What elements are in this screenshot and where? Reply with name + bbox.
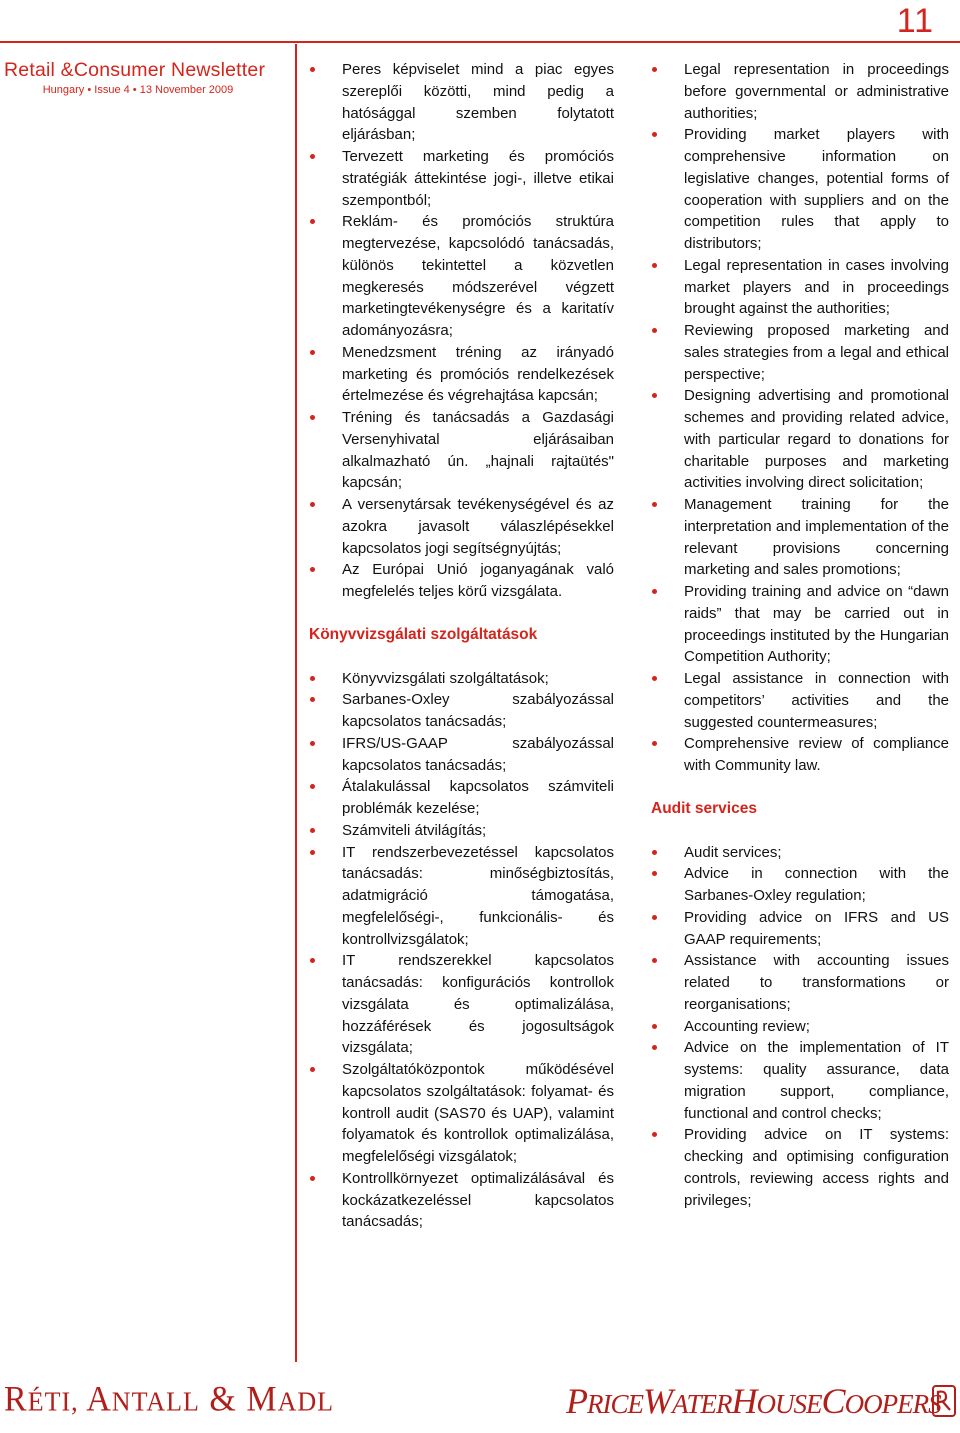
bullet-icon — [310, 697, 315, 702]
bullet-icon — [652, 850, 657, 855]
list-item-text: Accounting review; — [684, 1017, 810, 1035]
list-item — [309, 146, 614, 211]
list-item — [651, 320, 949, 385]
list-item — [651, 255, 949, 320]
list-item — [309, 733, 614, 777]
list-item-text: Legal representation in cases involving market players and in proceedings brought against the authorities; — [684, 256, 949, 318]
bullet-icon — [652, 328, 657, 333]
bullet-icon — [652, 1132, 657, 1137]
list-item — [651, 124, 949, 255]
list-item — [309, 1168, 614, 1233]
list-item — [309, 820, 614, 842]
bullet-icon — [652, 1045, 657, 1050]
pricewaterhousecoopers-logo — [566, 1380, 941, 1422]
newsletter-issue: Hungary • Issue 4 • 13 November 2009 — [42, 84, 234, 96]
list-item-text: Tervezett marketing és promóciós stratégiák áttekintése jogi-, illetve etikai szempontból; — [342, 148, 614, 209]
list-item-text: Providing advice on IT systems: checking and optimising configuration controls, reviewing access rights and privileges; — [684, 1126, 949, 1209]
bullet-icon — [310, 676, 315, 681]
bullet-icon — [652, 741, 657, 746]
list-item — [651, 494, 949, 581]
list-item — [651, 950, 949, 1015]
list-item — [309, 494, 614, 559]
bullet-icon — [652, 67, 657, 72]
list-item — [651, 385, 949, 494]
bullet-icon — [310, 502, 315, 507]
list-item-text: Kontrollkörnyezet optimalizálásával és kockázatkezeléssel kapcsolatos tanácsadás; — [342, 1169, 614, 1231]
list-item-text: IT rendszerekkel kapcsolatos tanácsadás: konfigurációs kontrollok vizsgálata és optimalizálása, hozzáférések és jogosultságok vizsgálata; — [342, 952, 614, 1057]
audit-heading-en: Audit services — [651, 799, 757, 817]
list-item-text: Legal assistance in connection with competitors’ activities and the suggested countermeasures; — [684, 670, 949, 731]
list-item-text: Audit services; — [684, 843, 782, 861]
bullet-icon — [652, 502, 657, 507]
list-item-text: Assistance with accounting issues related to transformations or reorganisations; — [684, 952, 949, 1013]
list-item-text: Comprehensive review of compliance with Community law. — [684, 735, 949, 774]
bullet-icon — [652, 132, 657, 137]
list-item — [309, 950, 614, 1059]
services-list-en — [651, 59, 949, 777]
list-item-text: Designing advertising and promotional schemes and providing related advice, with particular regard to donations for charitable purposes and marketing activities involving direct solicitation; — [684, 387, 949, 492]
list-item — [651, 1037, 949, 1124]
bullet-icon — [652, 915, 657, 920]
bullet-icon — [310, 1176, 315, 1181]
bullet-icon — [310, 67, 315, 72]
list-item-text: IT rendszerbevezetéssel kapcsolatos tanácsadás: minőségbiztosítás, adatmigráció támogatása, megfelelőségi-, funkcionális- és kontrollvizsgálatok; — [342, 843, 614, 948]
bullet-icon — [310, 741, 315, 746]
bullet-icon — [652, 263, 657, 268]
masthead — [4, 59, 288, 96]
bullet-icon — [310, 958, 315, 963]
list-item-text: Providing advice on IFRS and US GAAP requirements; — [684, 908, 949, 948]
bullet-icon — [310, 567, 315, 572]
column-divider — [295, 44, 297, 1362]
list-item — [309, 407, 614, 494]
list-item — [651, 1016, 949, 1038]
audit-heading-hu: Könyvvizsgálati szolgáltatások — [309, 625, 538, 643]
bullet-icon — [310, 350, 315, 355]
list-item-text: Számviteli átvilágítás; — [342, 821, 487, 839]
list-item-text: Tréning és tanácsadás a Gazdasági Versenyhivatal eljárásaiban alkalmazható ún. „hajnali rajtaütés" kapcsán; — [342, 409, 614, 492]
list-item — [309, 689, 614, 733]
bullet-icon — [652, 871, 657, 876]
bullet-icon — [652, 589, 657, 594]
list-item — [651, 581, 949, 668]
logo-left-text: RÉTI, ANTALL & MADL — [4, 1380, 335, 1419]
list-item — [309, 1059, 614, 1168]
list-item-text: Reklám- és promóciós struktúra megtervezése, kapcsolódó tanácsadás, különös tekintettel a közvetlen megkeresés módszerével végzett marketingtevékenységre és a karitatív adományozásra; — [342, 213, 614, 339]
audit-list-en — [651, 842, 949, 1212]
bullet-icon — [310, 828, 315, 833]
middle-column — [309, 59, 614, 1233]
right-column — [651, 59, 949, 1211]
reti-antall-madl-logo — [4, 1380, 334, 1420]
list-item-text: Szolgáltatóközpontok működésével kapcsolatos szolgáltatások: folyamat- és kontroll audit (SAS70 és UAP), valamint folyamatok és kontrollok optimalizálása, megfelelőségi vizsgálatok; — [342, 1061, 614, 1165]
list-item — [309, 842, 614, 951]
header-rule — [0, 41, 960, 43]
list-item — [651, 907, 949, 951]
bullet-icon — [652, 676, 657, 681]
pwc-mark-icon — [932, 1384, 956, 1418]
list-item — [309, 59, 614, 146]
bullet-icon — [652, 1024, 657, 1029]
audit-list-hu — [309, 668, 614, 1234]
page-number: 11 — [896, 2, 934, 40]
bullet-icon — [310, 850, 315, 855]
list-item-text: Reviewing proposed marketing and sales strategies from a legal and ethical perspective; — [684, 322, 949, 383]
list-item-text: Átalakulással kapcsolatos számviteli problémák kezelése; — [342, 778, 614, 817]
logo-right-text: PRICEWATERHOUSECOOPERS — [566, 1381, 941, 1421]
list-item — [651, 1124, 949, 1211]
list-item-text: Sarbanes-Oxley szabályozással kapcsolatos tanácsadás; — [342, 691, 614, 730]
newsletter-title: Retail &Consumer Newsletter — [4, 59, 266, 81]
list-item — [309, 211, 614, 342]
list-item-text: Advice in connection with the Sarbanes-Oxley regulation; — [684, 865, 949, 904]
bullet-icon — [310, 415, 315, 420]
list-item-text: Providing market players with comprehensive information on legislative changes, potential forms of cooperation with suppliers and on the competition rules that apply to distributors; — [684, 126, 949, 252]
list-item-text: Legal representation in proceedings before governmental or administrative authorities; — [684, 61, 949, 122]
bullet-icon — [310, 1067, 315, 1072]
bullet-icon — [652, 958, 657, 963]
list-item — [309, 668, 614, 690]
list-item-text: Providing training and advice on “dawn raids” that may be carried out in proceedings instituted by the Hungarian Competition Authority; — [684, 583, 949, 666]
list-item-text: Az Európai Unió joganyagának való megfelelés teljes körű vizsgálata. — [342, 561, 614, 600]
bullet-icon — [310, 784, 315, 789]
list-item — [309, 776, 614, 820]
list-item — [651, 863, 949, 907]
list-item-text: Menedzsment tréning az irányadó marketing és promóciós rendelkezések értelmezése és végrehajtása kapcsán; — [342, 343, 614, 405]
list-item-text: Advice on the implementation of IT systems: quality assurance, data migration support, compliance, functional and control checks; — [684, 1039, 949, 1122]
list-item-text: Management training for the interpretation and implementation of the relevant provisions concerning marketing and sales promotions; — [684, 496, 949, 579]
list-item-text: IFRS/US-GAAP szabályozással kapcsolatos tanácsadás; — [342, 734, 614, 774]
list-item-text: Könyvvizsgálati szolgáltatások; — [342, 669, 549, 687]
list-item — [651, 842, 949, 864]
list-item — [651, 59, 949, 124]
services-list-hu — [309, 59, 614, 603]
list-item — [651, 733, 949, 777]
list-item-text: Peres képviselet mind a piac egyes szereplői közötti, mind pedig a hatósággal szemben folytatott eljárásban; — [342, 61, 614, 144]
list-item-text: A versenytársak tevékenységével és az azokra javasolt válaszlépésekkel kapcsolatos jogi segítségnyújtás; — [342, 496, 614, 557]
bullet-icon — [310, 219, 315, 224]
bullet-icon — [652, 393, 657, 398]
list-item — [309, 559, 614, 603]
list-item — [309, 342, 614, 407]
list-item — [651, 668, 949, 733]
bullet-icon — [310, 154, 315, 159]
